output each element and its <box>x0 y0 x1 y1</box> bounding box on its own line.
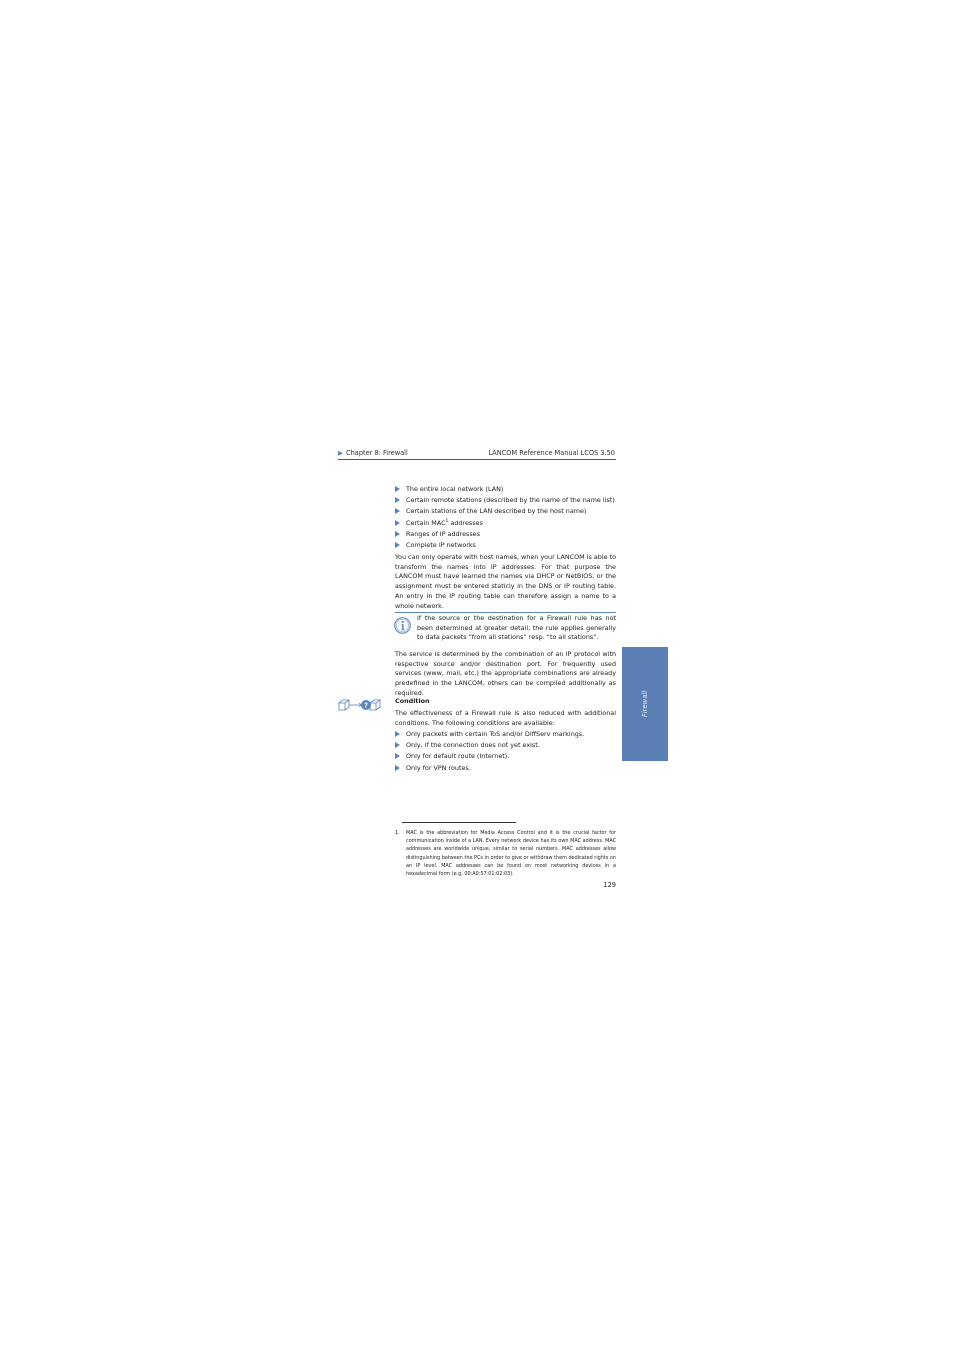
bullet-arrow-icon <box>395 742 400 748</box>
bullet-arrow-icon <box>395 531 400 537</box>
list-item: Ranges of IP addresses <box>395 529 616 540</box>
footnote-mark[interactable]: 1 <box>445 518 449 524</box>
note-text: If the source or the destination for a Firewall rule has not been determined at greater detail, the rule applies generally to data packets “from all stations” resp. “to all stations”. <box>417 614 616 642</box>
list-item: Certain MAC$^1$ addresses <box>395 518 616 529</box>
bullet-arrow-icon <box>395 731 400 737</box>
list-item: The entire local network (LAN) <box>395 484 616 495</box>
list-item: Only, if the connection does not yet exist. <box>395 740 616 751</box>
bullet-arrow-icon <box>395 508 400 514</box>
bullet-arrow-icon <box>395 542 400 548</box>
side-tab-label: Firewall <box>641 690 649 718</box>
list-item: Complete IP networks <box>395 540 616 551</box>
bullet-arrow-icon <box>395 486 400 492</box>
running-header-manual: LANCOM Reference Manual LCOS 3.50 <box>488 449 615 457</box>
info-icon <box>394 617 411 634</box>
list-item: Certain stations of the LAN described by the host name) <box>395 506 616 517</box>
arrow-icon: ▶ <box>338 449 343 457</box>
chapter-side-tab <box>622 647 668 761</box>
footnote-text: MAC is the abbreviation for Media Access Control and it is the crucial factor for communication inside of a LAN. Every network device has its own MAC address. MAC addresses are worldwide unique, similar to serial numbers. MAC addresses allow distinguishing between the PCs in order to give or withdraw them dedicated rights on an IP level. MAC addresses can be found on most networking devices in a hexadecimal form (e.g. 00:A0:57:01:02:03). <box>406 830 616 878</box>
bullet-arrow-icon <box>395 753 400 759</box>
list-item: Only packets with certain ToS and/or DiffServ markings. <box>395 729 616 740</box>
condition-list <box>395 729 616 774</box>
note-rule <box>395 612 616 613</box>
page-number: 129 <box>603 881 616 889</box>
footnote-number: 1. <box>395 830 400 836</box>
svg-text:?: ? <box>363 701 369 710</box>
list-item: Certain remote stations (described by the name of the name list) <box>395 495 616 506</box>
list-item: Only for VPN routes. <box>395 763 616 774</box>
condition-heading: Condition <box>395 697 430 705</box>
list-item: Only for default route (Internet). <box>395 751 616 762</box>
condition-intro: The effectiveness of a Firewall rule is also reduced with additional conditions. The following conditions are available: <box>395 709 616 727</box>
condition-icon <box>337 697 381 711</box>
service-paragraph: The service is determined by the combination of an IP protocol with respective source and/or destination port. For frequently used services (www, mail, etc.) the appropriate combinations are already predefined in the LANCOM, others can be compiled additionally as required. <box>395 650 616 697</box>
bullet-arrow-icon <box>395 520 400 526</box>
bullet-arrow-icon <box>395 497 400 503</box>
header-rule <box>338 459 616 460</box>
bullet-arrow-icon <box>395 765 400 771</box>
hostnames-paragraph: You can only operate with host names, when your LANCOM is able to transform the names into IP addresses. For that purpose the LANCOM must have learned the names via DHCP or NetBIOS, or the assignment must be entered staticly in the DNS or IP routing table. An entry in the IP routing table can therefore assign a name to a whole network. <box>395 553 616 610</box>
source-destination-list <box>395 484 616 551</box>
running-header-chapter <box>338 449 408 457</box>
condition-section <box>395 697 616 707</box>
footnote-rule <box>402 822 516 823</box>
chapter-title: Chapter 8: Firewall <box>346 449 408 457</box>
